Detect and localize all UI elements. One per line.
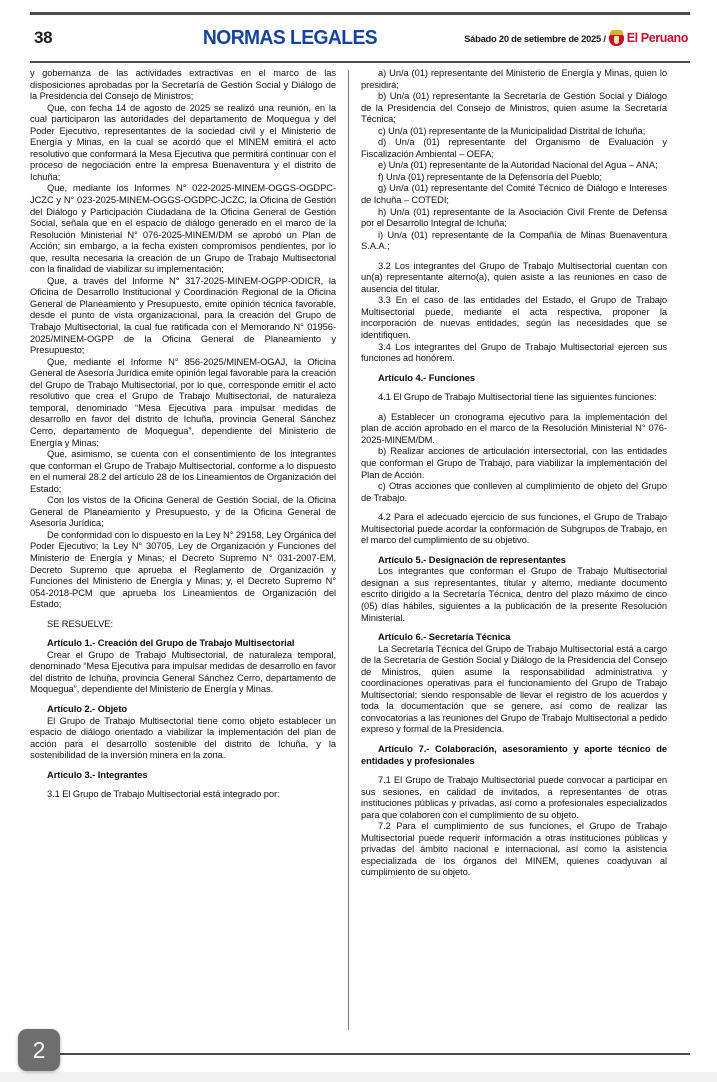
peru-crest-icon [609,30,624,46]
body-paragraph: b) Realizar acciones de articulación intersectorial, con las entidades que conforman el Grupo de Trabajo, para viabilizar la implementación del Plan de Acción. [361,446,667,480]
body-paragraph: b) Un/a (01) representante la Secretaría de Gestión Social y Diálogo de la Presidencia del Consejo de Ministros, quien asume la Secretaría Técnica; [361,91,667,125]
footer-strip [0,1072,717,1082]
body-paragraph: 3.3 En el caso de las entidades del Estado, el Grupo de Trabajo Multisectorial puede, mediante el acta respectiva, proponer la incorporación de nuevas entidades, según las necesidades que se identifiquen. [361,295,667,341]
body-paragraph: Que, mediante los Informes N° 022-2025-MINEM-OGGS-OGDPC-JCZC y N° 023-2025-MINEM-OGGS-OGDPC-JCZC, la Oficina de Gestión del Diálogo y Participación Ciudadana de la Oficina General de Gestión Social, señala que en el espacio de diálogo generado en el marco de la Resolución Ministerial N° 076-2025-MINEM/DM se aprobó un Plan de Acción; sin embargo, a la fecha existen compromisos pendientes, por lo que, resulta necesaria la creación de un Grupo de Trabajo Multisectorial con la finalidad de viabilizar su implementación; [30,183,336,275]
body-paragraph: d) Un/a (01) representante del Organismo de Evaluación y Fiscalización Ambiental – OEFA; [361,137,667,159]
body-paragraph: Que, mediante el Informe N° 856-2025/MINEM-OGAJ, la Oficina General de Asesoría Jurídica emite opinión legal favorable para la creación del Grupo de Trabajo Multisectorial, por lo que, corresponde emitir el acto resolutivo que crea el Grupo de Trabajo Multisectorial, de naturaleza temporal, denominado “Mesa Ejecutiva para impulsar medidas de desarrollo en favor del distrito de Ichuña, provincia General Sánchez Cerro, departamento de Moquegua”, dependiente del Ministerio de Energía y Minas; [30,356,336,448]
body-paragraph: 3.2 Los integrantes del Grupo de Trabajo Multisectorial cuentan con un(a) representante alterno(a), quien asiste a las reuniones en caso de ausencia del titular. [361,260,667,294]
article-heading: Artículo 5.- Designación de representantes [378,554,566,565]
right-column [349,68,667,1068]
brand-name: El Peruano [626,31,688,45]
body-paragraph: g) Un/a (01) representante del Comité Técnico de Diálogo e Intereses de Ichuña – COTEDI; [361,183,667,206]
body-paragraph: c) Otras acciones que conlleven al cumplimiento de objeto del Grupo de Trabajo. [361,481,667,503]
paragraph-spacer [30,611,336,619]
paragraph-spacer [361,767,667,775]
paragraph-spacer [361,365,667,373]
article-heading: Artículo 1.- Creación del Grupo de Trabajo Multisectorial [47,638,295,649]
newspaper-sheet [30,0,690,1070]
footer-rule [30,1053,690,1055]
body-paragraph: h) Un/a (01) representante de la Asociación Civil Frente de Defensa por el Desarrollo Integral de Ichuña; [361,206,667,229]
body-paragraph: La Secretaría Técnica del Grupo de Trabajo Multisectorial está a cargo de la Secretaría de Gestión Social y Diálogo de la Presidencia del Consejo de Ministros, quien asume la responsabilidad administrativa y coordinaciones operativas para el funcionamiento del Grupo de Trabajo Multisectorial; siendo responsable de llevar el registro de los acuerdos y toda la documentación que se genere, así como de realizar las convocatorias a las reuniones del Grupo de Trabajo Multisectorial a pedido expreso y formal de la Presidencia. [361,643,667,735]
article-heading: Artículo 6.- Secretaría Técnica [378,632,511,643]
article-heading: Artículo 4.- Funciones [378,372,476,383]
body-paragraph: f) Un/a (01) representante de la Defensoría del Pueblo; [378,171,602,182]
paragraph-spacer [30,781,336,789]
paragraph-spacer [361,253,667,261]
issue-date: Sábado 20 de setiembre de 2025 / [464,32,606,44]
body-paragraph: a) Establecer un cronograma ejecutivo para la implementación del plan de acción aprobado en el marco de la Resolución Ministerial N° 076-2025-MINEM/DM. [361,411,667,445]
body-paragraph: 3.1 El Grupo de Trabajo Multisectorial está integrado por: [47,789,280,800]
page-number-badge[interactable]: 2 [18,1029,60,1071]
body-paragraph: y gobernanza de las actividades extractivas en el marco de las disposiciones aprobadas por la Secretaría de Gestión Social y Diálogo de la Presidencia del Consejo de Ministros; [30,68,336,102]
body-paragraph: 7.2 Para el cumplimiento de sus funciones, el Grupo de Trabajo Multisectorial puede requerir información a otras instituciones públicas y privadas del ámbito nacional e internacional, así como la asistencia especializada de los órganos del MINEM, quienes coadyuvan al cumplimiento de su objeto. [361,821,667,878]
body-paragraph: Que, a través del Informe N° 317-2025-MINEM-OGPP-ODICR, la Oficina de Desarrollo Institucional y Coordinación Regional de la Oficina General de Planeamiento y Presupuesto, emite opinión técnica favorable, desde el punto de vista organizacional, para la creación del Grupo de Trabajo Multisectorial, la cual fue ratificada con el Memorando N° 01956-2025/MINEM-OGPP de la Oficina General de Planeamiento y Presupuesto; [30,275,336,356]
article-heading: Artículo 7.- Colaboración, asesoramiento y aporte técnico de entidades y profesionales [361,743,667,766]
body-paragraph: Que, asimismo, se cuenta con el consentimiento de los integrantes que conforman el Grupo de Trabajo Multisectorial, conforme a lo dispuesto en el numeral 28.2 del artículo 28 de los Lineamientos de Organización del Estado; [30,449,336,494]
body-paragraph: 4.2 Para el adecuado ejercicio de sus funciones, el Grupo de Trabajo Multisectorial puede acordar la conformación de Subgrupos de Trabajo, en el marco del cumplimiento de su objetivo. [361,512,667,546]
two-column-body [30,68,690,1068]
body-paragraph: Los integrantes que conforman el Grupo de Trabajo Multisectorial designan a sus representantes, titular y alterno, mediante documento escrito dirigido a la Secretaría Técnica, dentro del plazo máximo de cinco (05) días hábiles, siguientes a la publicación de la presente Resolución Ministerial. [361,566,667,623]
paragraph-spacer [361,547,667,555]
body-paragraph: SE RESUELVE: [47,618,113,629]
body-paragraph: Que, con fecha 14 de agosto de 2025 se realizó una reunión, en la cual participaron las autoridades del departamento de Moquegua y del Poder Ejecutivo, representantes de la sociedad civil y el Ministerio de Energía y Minas, en la cual se acordó que el MINEM emitirá el acto resolutivo que conformará la Mesa Ejecutiva que permitirá continuar con el proceso de negociación entre la empresa Buenaventura y el distrito de Ichuña; [30,102,336,182]
paragraph-spacer [30,696,336,704]
publication-title: NORMAS LEGALES [202,26,378,49]
paragraph-spacer [30,630,336,638]
body-paragraph: Con los vistos de la Oficina General de Gestión Social, de la Oficina General de Planeamiento y Presupuesto, y de la Oficina General de Asesoría Jurídica; [30,495,336,529]
paragraph-spacer [361,404,667,412]
article-heading: Artículo 2.- Objeto [47,703,128,714]
body-paragraph: El Grupo de Trabajo Multisectorial tiene como objeto establecer un espacio de diálogo orientado a viabilizar la implementación del plan de acción para el desarrollo sostenible del distrito de Ichuña, y la sostenibilidad de la inversión minera en la zona. [30,715,336,761]
body-paragraph: Crear el Grupo de Trabajo Multisectorial, de naturaleza temporal, denominado “Mesa Ejecutiva para impulsar medidas de desarrollo en favor del distrito de Ichuña, provincia General Sánchez Cerro, departamento de Moquegua”, dependiente del Ministerio de Energía y Minas. [30,649,336,695]
paragraph-spacer [361,736,667,744]
page-folio-number: 38 [34,28,53,47]
article-heading: Artículo 3.- Integrantes [47,769,148,780]
body-paragraph: 3.4 Los integrantes del Grupo de Trabajo Multisectorial ejercen sus funciones ad honórem. [361,341,667,364]
left-column [30,68,348,1068]
paragraph-spacer [361,624,667,632]
body-paragraph: c) Un/a (01) representante de la Municipalidad Distrital de Ichuña; [378,125,646,136]
body-paragraph: De conformidad con lo dispuesto en la Ley N° 29158, Ley Orgánica del Poder Ejecutivo; la Ley N° 30705, Ley de Organización y Funciones del Ministerio de Energía y Minas; el Decreto Supremo N° 031-2007-EM, Decreto Supremo que aprueba el Reglamento de Organización y Funciones del Ministerio de Energía y Minas; y, el Decreto Supremo N° 054-2018-PCM que aprueba los Lineamientos de Organización del Estado; [30,529,336,610]
body-paragraph: 7.1 El Grupo de Trabajo Multisectorial puede convocar a participar en sus sesiones, en calidad de invitados, a representantes de otras instituciones públicas y privadas, así como a profesionales especializados para que colaboren con el cumplimiento de su objeto. [361,775,667,820]
body-paragraph: e) Un/a (01) representante de la Autoridad Nacional del Agua – ANA; [378,160,658,171]
body-paragraph: i) Un/a (01) representante de la Compañía de Minas Buenaventura S.A.A.; [361,229,667,252]
paragraph-spacer [361,384,667,392]
masthead-right-group [426,30,690,46]
body-paragraph: a) Un/a (01) representante del Ministerio de Energía y Minas, quien lo presidirá; [361,68,667,90]
masthead [30,12,690,63]
paragraph-spacer [30,762,336,770]
paragraph-spacer [361,504,667,512]
body-paragraph: 4.1 El Grupo de Trabajo Multisectorial tiene las siguientes funciones: [378,392,657,403]
